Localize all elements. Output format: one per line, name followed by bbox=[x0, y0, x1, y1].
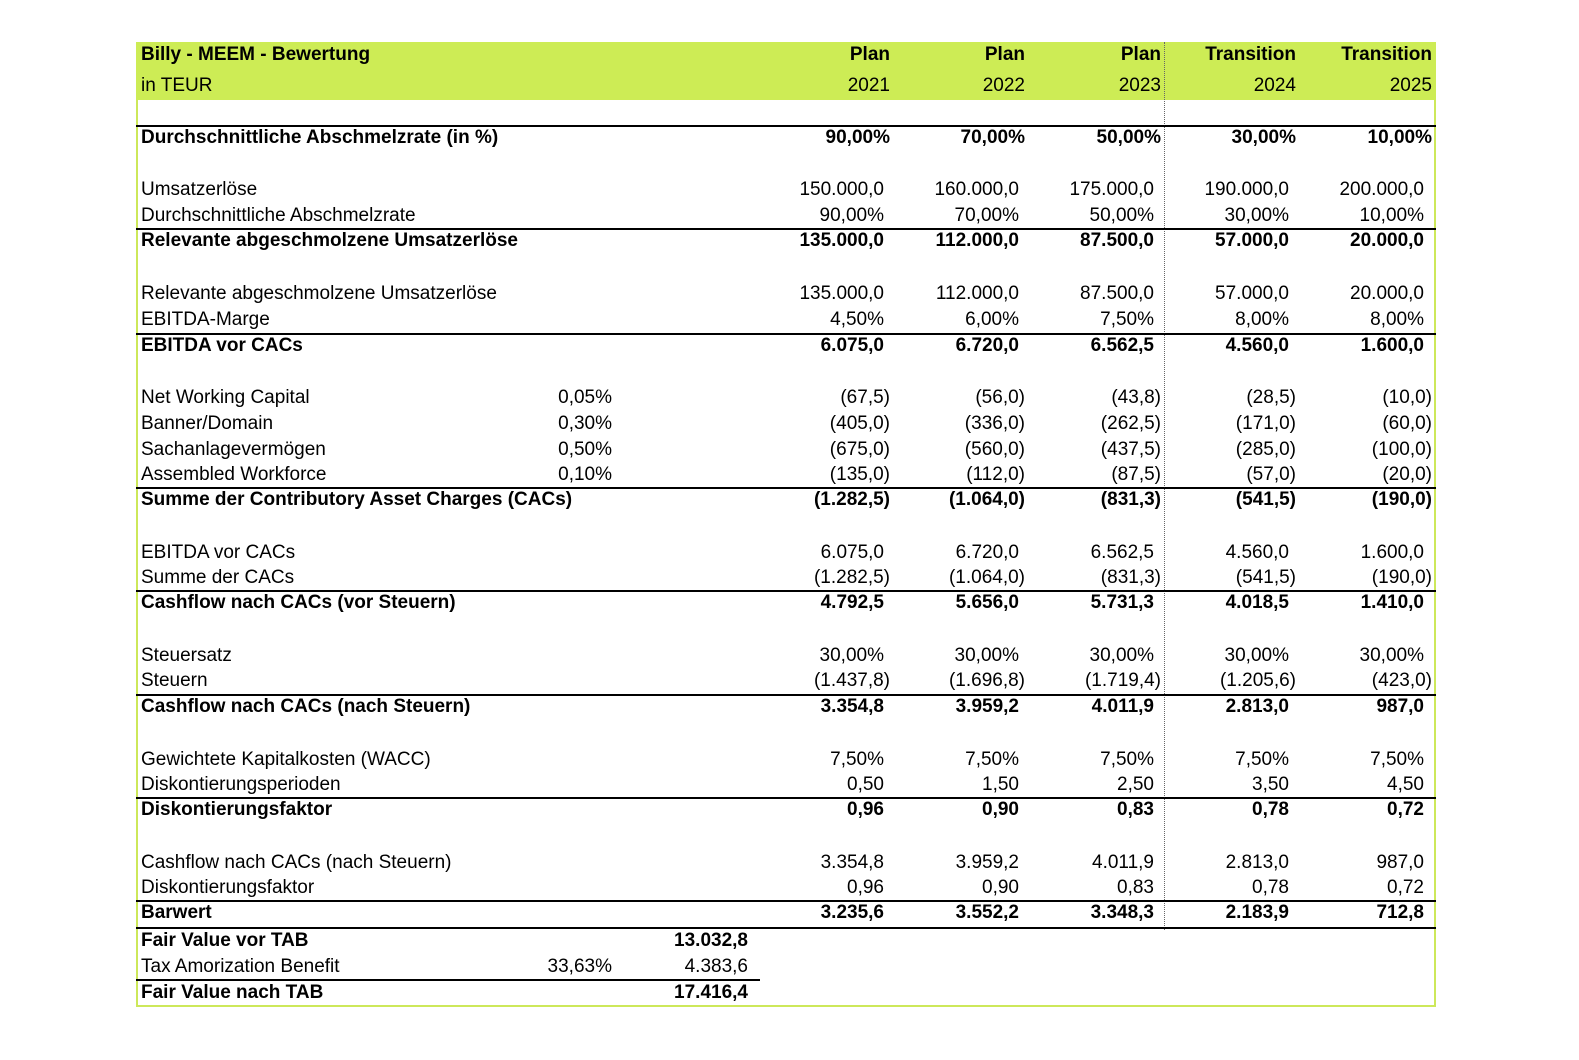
cell-value: 135.000,0 bbox=[799, 283, 884, 304]
cell-value: (57,0) bbox=[1246, 464, 1296, 485]
row-label: Sachanlagevermögen bbox=[141, 439, 326, 460]
cell-value: 200.000,0 bbox=[1339, 179, 1424, 200]
cell-value: (190,0) bbox=[1371, 489, 1432, 510]
cell-value: (56,0) bbox=[975, 387, 1025, 408]
cell-value: 3.354,8 bbox=[820, 852, 884, 873]
summary-label: Tax Amorization Benefit bbox=[141, 956, 340, 977]
cell-value: 6.720,0 bbox=[955, 335, 1019, 356]
row-label: Barwert bbox=[141, 902, 212, 923]
cell-value: (831,3) bbox=[1100, 489, 1161, 510]
cell-value: (67,5) bbox=[840, 387, 890, 408]
cell-value: (541,5) bbox=[1235, 489, 1296, 510]
cell-value: 175.000,0 bbox=[1069, 179, 1154, 200]
cell-value: 5.731,3 bbox=[1090, 592, 1154, 613]
cell-value: 0,96 bbox=[847, 799, 884, 820]
cell-value: 0,78 bbox=[1252, 799, 1289, 820]
cell-value: 1,50 bbox=[982, 774, 1019, 795]
cell-value: 6.562,5 bbox=[1090, 335, 1154, 356]
cell-value: 7,50% bbox=[830, 749, 884, 770]
summary-rate: 33,63% bbox=[547, 956, 612, 977]
column-year-3: 2024 bbox=[1253, 75, 1296, 96]
cell-value: (262,5) bbox=[1100, 413, 1161, 434]
cell-value: 7,50% bbox=[965, 749, 1019, 770]
row-label: Summe der CACs bbox=[141, 567, 295, 588]
cell-value: (541,5) bbox=[1235, 567, 1296, 588]
cell-value: 4.792,5 bbox=[820, 592, 884, 613]
cell-value: 6.720,0 bbox=[955, 542, 1019, 563]
cell-value: 57.000,0 bbox=[1215, 230, 1289, 251]
cell-value: 57.000,0 bbox=[1215, 283, 1289, 304]
cell-value: 3.354,8 bbox=[820, 696, 884, 717]
cell-value: 150.000,0 bbox=[799, 179, 884, 200]
cell-value: 3.348,3 bbox=[1090, 902, 1154, 923]
cell-value: (831,3) bbox=[1100, 567, 1161, 588]
cell-value: 8,00% bbox=[1370, 309, 1424, 330]
cell-value: 0,83 bbox=[1117, 877, 1154, 898]
cell-value: (336,0) bbox=[964, 413, 1025, 434]
cell-value: (1.282,5) bbox=[813, 567, 890, 588]
cell-value: (437,5) bbox=[1100, 439, 1161, 460]
cell-value: (1.696,8) bbox=[948, 670, 1025, 691]
cell-value: 0,90 bbox=[982, 877, 1019, 898]
cell-value: (1.719,4) bbox=[1084, 670, 1161, 691]
cell-value: 3.959,2 bbox=[955, 696, 1019, 717]
row-label: Cashflow nach CACs (vor Steuern) bbox=[141, 592, 456, 613]
cell-value: 190.000,0 bbox=[1204, 179, 1289, 200]
cell-value: 112.000,0 bbox=[935, 230, 1019, 251]
cell-value: 5.656,0 bbox=[955, 592, 1019, 613]
cell-value: 10,00% bbox=[1359, 205, 1424, 226]
cell-value: 90,00% bbox=[819, 205, 884, 226]
cell-value: 2,50 bbox=[1117, 774, 1154, 795]
cell-value: 0,72 bbox=[1387, 877, 1424, 898]
cell-value: 1.600,0 bbox=[1360, 542, 1424, 563]
cell-value: (675,0) bbox=[829, 439, 890, 460]
row-rate: 0,10% bbox=[558, 464, 612, 485]
cell-value: 7,50% bbox=[1100, 309, 1154, 330]
column-type-0: Plan bbox=[849, 44, 890, 65]
column-year-2: 2023 bbox=[1118, 75, 1161, 96]
cell-value: 3,50 bbox=[1252, 774, 1289, 795]
summary-value: 17.416,4 bbox=[674, 982, 748, 1003]
cell-value: (20,0) bbox=[1382, 464, 1432, 485]
row-label: Relevante abgeschmolzene Umsatzerlöse bbox=[141, 283, 497, 304]
row-label: Umsatzerlöse bbox=[141, 179, 258, 200]
summary-label: Fair Value vor TAB bbox=[141, 930, 309, 951]
cell-value: (423,0) bbox=[1371, 670, 1432, 691]
cell-value: 6.075,0 bbox=[820, 542, 884, 563]
cell-value: 7,50% bbox=[1235, 749, 1289, 770]
cell-value: (28,5) bbox=[1246, 387, 1296, 408]
cell-value: 1.600,0 bbox=[1360, 335, 1424, 356]
cell-value: 987,0 bbox=[1376, 852, 1424, 873]
cell-value: 4,50% bbox=[830, 309, 884, 330]
cell-value: (190,0) bbox=[1371, 567, 1432, 588]
cell-value: (1.205,6) bbox=[1219, 670, 1296, 691]
row-label: EBITDA vor CACs bbox=[141, 542, 296, 563]
cell-value: 20.000,0 bbox=[1350, 283, 1424, 304]
cell-value: 4.018,5 bbox=[1225, 592, 1289, 613]
row-label: Cashflow nach CACs (nach Steuern) bbox=[141, 852, 452, 873]
cell-value: 160.000,0 bbox=[934, 179, 1019, 200]
cell-value: 30,00% bbox=[1224, 645, 1289, 666]
cell-value: (171,0) bbox=[1235, 413, 1296, 434]
sheet-title: Billy - MEEM - Bewertung bbox=[141, 44, 371, 65]
cell-value: 2.813,0 bbox=[1225, 696, 1289, 717]
row-separator bbox=[136, 927, 1436, 929]
column-year-4: 2025 bbox=[1389, 75, 1432, 96]
cell-value: 8,00% bbox=[1235, 309, 1289, 330]
cell-value: 712,8 bbox=[1376, 902, 1424, 923]
cell-value: (1.064,0) bbox=[948, 489, 1025, 510]
row-label: Durchschnittliche Abschmelzrate bbox=[141, 205, 416, 226]
cell-value: 50,00% bbox=[1096, 127, 1161, 148]
cell-value: 70,00% bbox=[954, 205, 1019, 226]
cell-value: 30,00% bbox=[819, 645, 884, 666]
cell-value: (405,0) bbox=[829, 413, 890, 434]
cell-value: (43,8) bbox=[1111, 387, 1161, 408]
summary-value: 13.032,8 bbox=[674, 930, 748, 951]
row-label: Steuersatz bbox=[141, 645, 232, 666]
cell-value: 2.183,9 bbox=[1225, 902, 1289, 923]
cell-value: 0,96 bbox=[847, 877, 884, 898]
column-type-2: Plan bbox=[1120, 44, 1161, 65]
column-year-1: 2022 bbox=[982, 75, 1025, 96]
cell-value: 6,00% bbox=[965, 309, 1019, 330]
cell-value: (1.282,5) bbox=[813, 489, 890, 510]
row-rate: 0,30% bbox=[558, 413, 612, 434]
row-rate: 0,50% bbox=[558, 439, 612, 460]
cell-value: 20.000,0 bbox=[1350, 230, 1424, 251]
row-label: Steuern bbox=[141, 670, 208, 691]
column-type-3: Transition bbox=[1205, 44, 1296, 65]
cell-value: 30,00% bbox=[1089, 645, 1154, 666]
cell-value: 4,50 bbox=[1387, 774, 1424, 795]
row-label: Diskontierungsperioden bbox=[141, 774, 341, 795]
cell-value: 70,00% bbox=[960, 127, 1025, 148]
summary-label: Fair Value nach TAB bbox=[141, 982, 324, 1003]
column-year-0: 2021 bbox=[847, 75, 890, 96]
cell-value: 0,90 bbox=[982, 799, 1019, 820]
cell-value: (1.064,0) bbox=[948, 567, 1025, 588]
cell-value: 2.813,0 bbox=[1225, 852, 1289, 873]
row-label: Diskontierungsfaktor bbox=[141, 877, 315, 898]
cell-value: 10,00% bbox=[1367, 127, 1432, 148]
cell-value: (135,0) bbox=[829, 464, 890, 485]
cell-value: 7,50% bbox=[1370, 749, 1424, 770]
cell-value: 4.011,9 bbox=[1092, 852, 1154, 873]
cell-value: 0,78 bbox=[1252, 877, 1289, 898]
cell-value: 87.500,0 bbox=[1080, 230, 1154, 251]
cell-value: (285,0) bbox=[1235, 439, 1296, 460]
cell-value: 4.011,9 bbox=[1091, 696, 1154, 717]
cell-value: 90,00% bbox=[825, 127, 890, 148]
cell-value: 0,83 bbox=[1117, 799, 1154, 820]
cell-value: 4.560,0 bbox=[1225, 542, 1289, 563]
row-label: EBITDA vor CACs bbox=[141, 335, 303, 356]
cell-value: 3.235,6 bbox=[820, 902, 884, 923]
cell-value: 6.075,0 bbox=[820, 335, 884, 356]
cell-value: 0,72 bbox=[1387, 799, 1424, 820]
row-label: Summe der Contributory Asset Charges (CACs) bbox=[141, 489, 573, 510]
row-label: Relevante abgeschmolzene Umsatzerlöse bbox=[141, 230, 518, 251]
row-label: Net Working Capital bbox=[141, 387, 310, 408]
column-type-1: Plan bbox=[984, 44, 1025, 65]
cell-value: 6.562,5 bbox=[1090, 542, 1154, 563]
cell-value: (60,0) bbox=[1382, 413, 1432, 434]
cell-value: 112.000,0 bbox=[935, 283, 1019, 304]
row-label: Durchschnittliche Abschmelzrate (in %) bbox=[141, 127, 499, 148]
cell-value: (87,5) bbox=[1111, 464, 1161, 485]
cell-value: 1.410,0 bbox=[1360, 592, 1424, 613]
cell-value: (560,0) bbox=[964, 439, 1025, 460]
cell-value: 30,00% bbox=[1231, 127, 1296, 148]
cell-value: (10,0) bbox=[1382, 387, 1432, 408]
row-label: Banner/Domain bbox=[141, 413, 274, 434]
cell-value: 87.500,0 bbox=[1080, 283, 1154, 304]
cell-value: 30,00% bbox=[954, 645, 1019, 666]
row-rate: 0,05% bbox=[558, 387, 612, 408]
cell-value: 30,00% bbox=[1359, 645, 1424, 666]
cell-value: 30,00% bbox=[1224, 205, 1289, 226]
cell-value: 3.959,2 bbox=[955, 852, 1019, 873]
column-type-4: Transition bbox=[1341, 44, 1432, 65]
cell-value: 987,0 bbox=[1376, 696, 1424, 717]
cell-value: 0,50 bbox=[847, 774, 884, 795]
cell-value: 135.000,0 bbox=[799, 230, 884, 251]
row-label: EBITDA-Marge bbox=[141, 309, 270, 330]
summary-value: 4.383,6 bbox=[684, 956, 748, 977]
row-label: Assembled Workforce bbox=[141, 464, 327, 485]
row-label: Cashflow nach CACs (nach Steuern) bbox=[141, 696, 471, 717]
cell-value: (100,0) bbox=[1371, 439, 1432, 460]
cell-value: 7,50% bbox=[1100, 749, 1154, 770]
row-label: Gewichtete Kapitalkosten (WACC) bbox=[141, 749, 431, 770]
row-label: Diskontierungsfaktor bbox=[141, 799, 333, 820]
cell-value: 50,00% bbox=[1089, 205, 1154, 226]
unit-label: in TEUR bbox=[141, 75, 213, 96]
cell-value: (112,0) bbox=[966, 464, 1025, 485]
cell-value: 4.560,0 bbox=[1225, 335, 1289, 356]
cell-value: (1.437,8) bbox=[813, 670, 890, 691]
cell-value: 3.552,2 bbox=[955, 902, 1019, 923]
